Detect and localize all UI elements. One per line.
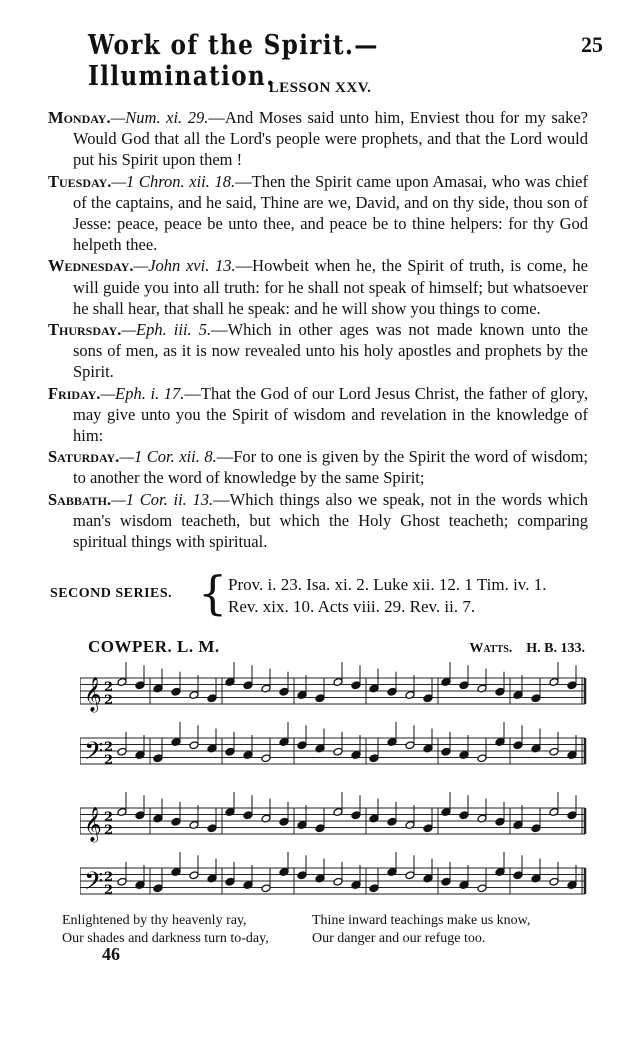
- svg-text:2: 2: [104, 883, 114, 898]
- svg-text:𝄞: 𝄞: [84, 677, 102, 712]
- lyric-line-2a: Our shades and darkness turn to-day,: [62, 931, 269, 946]
- footer-page-number: 46: [102, 944, 120, 964]
- svg-text:2: 2: [104, 680, 114, 695]
- svg-text:2: 2: [104, 740, 114, 755]
- hymn-lyrics: [62, 912, 602, 948]
- second-series-label: SECOND SERIES.: [50, 586, 173, 601]
- reading-entry: [48, 446, 588, 488]
- reading-reference: —Eph. iii. 5.: [121, 320, 212, 340]
- lyric-line-1b: Thine inward teachings make us know,: [312, 913, 531, 928]
- tune-name: COWPER. L. M.: [88, 637, 220, 656]
- reading-entry: [48, 489, 588, 553]
- running-title: Work of the Spirit.—Illumination.: [88, 30, 379, 92]
- svg-text:2: 2: [104, 823, 114, 838]
- second-series-line-2: Rev. xix. 10. Acts viii. 29. Rev. ii. 7.: [228, 597, 476, 616]
- second-series: [50, 566, 595, 622]
- lesson-heading: LESSON XXV.: [268, 80, 372, 96]
- tune-composer: Watts.: [469, 641, 513, 656]
- tune-meta: [469, 641, 585, 657]
- svg-text:𝄢: 𝄢: [84, 867, 104, 902]
- lyric-line-2b: Our danger and our refuge too.: [312, 931, 486, 946]
- reading-entry: [48, 319, 588, 383]
- reading-day: Sabbath.: [48, 489, 112, 509]
- reading-day: Monday.: [48, 108, 111, 127]
- reading-entry: [48, 255, 588, 319]
- svg-text:2: 2: [104, 810, 114, 825]
- second-series-line-1: Prov. i. 23. Isa. xi. 2. Luke xii. 12. 1 Tim. iv. 1.: [228, 575, 547, 594]
- reading-reference: —John xvi. 13.: [133, 256, 236, 276]
- reading-text: —Then the Spirit came upon Amasai, who was chief of the captains, and he said, Thine are we, David, and on thy side, thou son of Jesse: peace, peace be unto thee, and peace be to thine helpers: for thy God helpeth thee.: [73, 171, 588, 255]
- brace-icon: {: [198, 566, 228, 620]
- reading-day: Tuesday.: [48, 171, 112, 191]
- lyric-line-1a: Enlightened by thy heavenly ray,: [62, 913, 247, 928]
- reading-text: —And Moses said unto him, Enviest thou for my sake? Would God that all the Lord's people were prophets, and that the Lord would put his Spirit upon them !: [73, 108, 588, 170]
- lesson-readings: [48, 107, 588, 552]
- svg-text:𝄞: 𝄞: [84, 807, 102, 842]
- reading-text: —That the God of our Lord Jesus Christ, the father of glory, may give unto you the Spirit of wisdom and revelation in the knowledge of him:: [73, 383, 588, 446]
- reading-day: Thursday.: [48, 320, 122, 340]
- reading-entry: [48, 383, 588, 447]
- svg-text:𝄢: 𝄢: [84, 737, 104, 772]
- staff-lines: [80, 677, 585, 902]
- svg-text:2: 2: [104, 753, 114, 768]
- page-number: 25: [581, 32, 603, 57]
- reading-day: Saturday.: [48, 447, 120, 467]
- reading-text: —Which things also we speak, not in the words which man's wisdom teacheth, but which the Holy Ghost teacheth; comparing spiritual things with spiritual.: [73, 489, 588, 552]
- reading-reference: —1 Cor. xii. 8.: [119, 447, 217, 467]
- music-notes: [117, 662, 577, 893]
- svg-text:2: 2: [104, 870, 114, 885]
- reading-entry: [48, 171, 588, 256]
- reading-reference: —Eph. i. 17.: [100, 383, 185, 403]
- reading-text: —For to one is given by the Spirit the word of wisdom; to another the word of knowledge by the same Spirit;: [73, 447, 588, 488]
- reading-reference: —Num. xi. 29.: [110, 108, 209, 127]
- reading-text: —Howbeit when he, the Spirit of truth, is come, he will guide you into all truth: for he shall not speak of himself; but whatsoever he shall hear, that shall he speak: and he will show you things to come.: [73, 256, 588, 318]
- svg-text:2: 2: [104, 693, 114, 708]
- reading-day: Wednesday.: [48, 256, 134, 276]
- reading-reference: —1 Chron. xii. 18.: [111, 171, 236, 191]
- music-score-icon: [80, 660, 595, 910]
- reading-day: Friday.: [48, 383, 101, 403]
- reading-reference: —1 Cor. ii. 13.: [111, 489, 214, 509]
- reading-text: —Which in other ages was not made known unto the sons of men, as it is now revealed unto his holy apostles and prophets by the Spirit.: [73, 320, 588, 382]
- reading-entry: [48, 107, 588, 171]
- tune-reference: H. B. 133.: [526, 641, 585, 656]
